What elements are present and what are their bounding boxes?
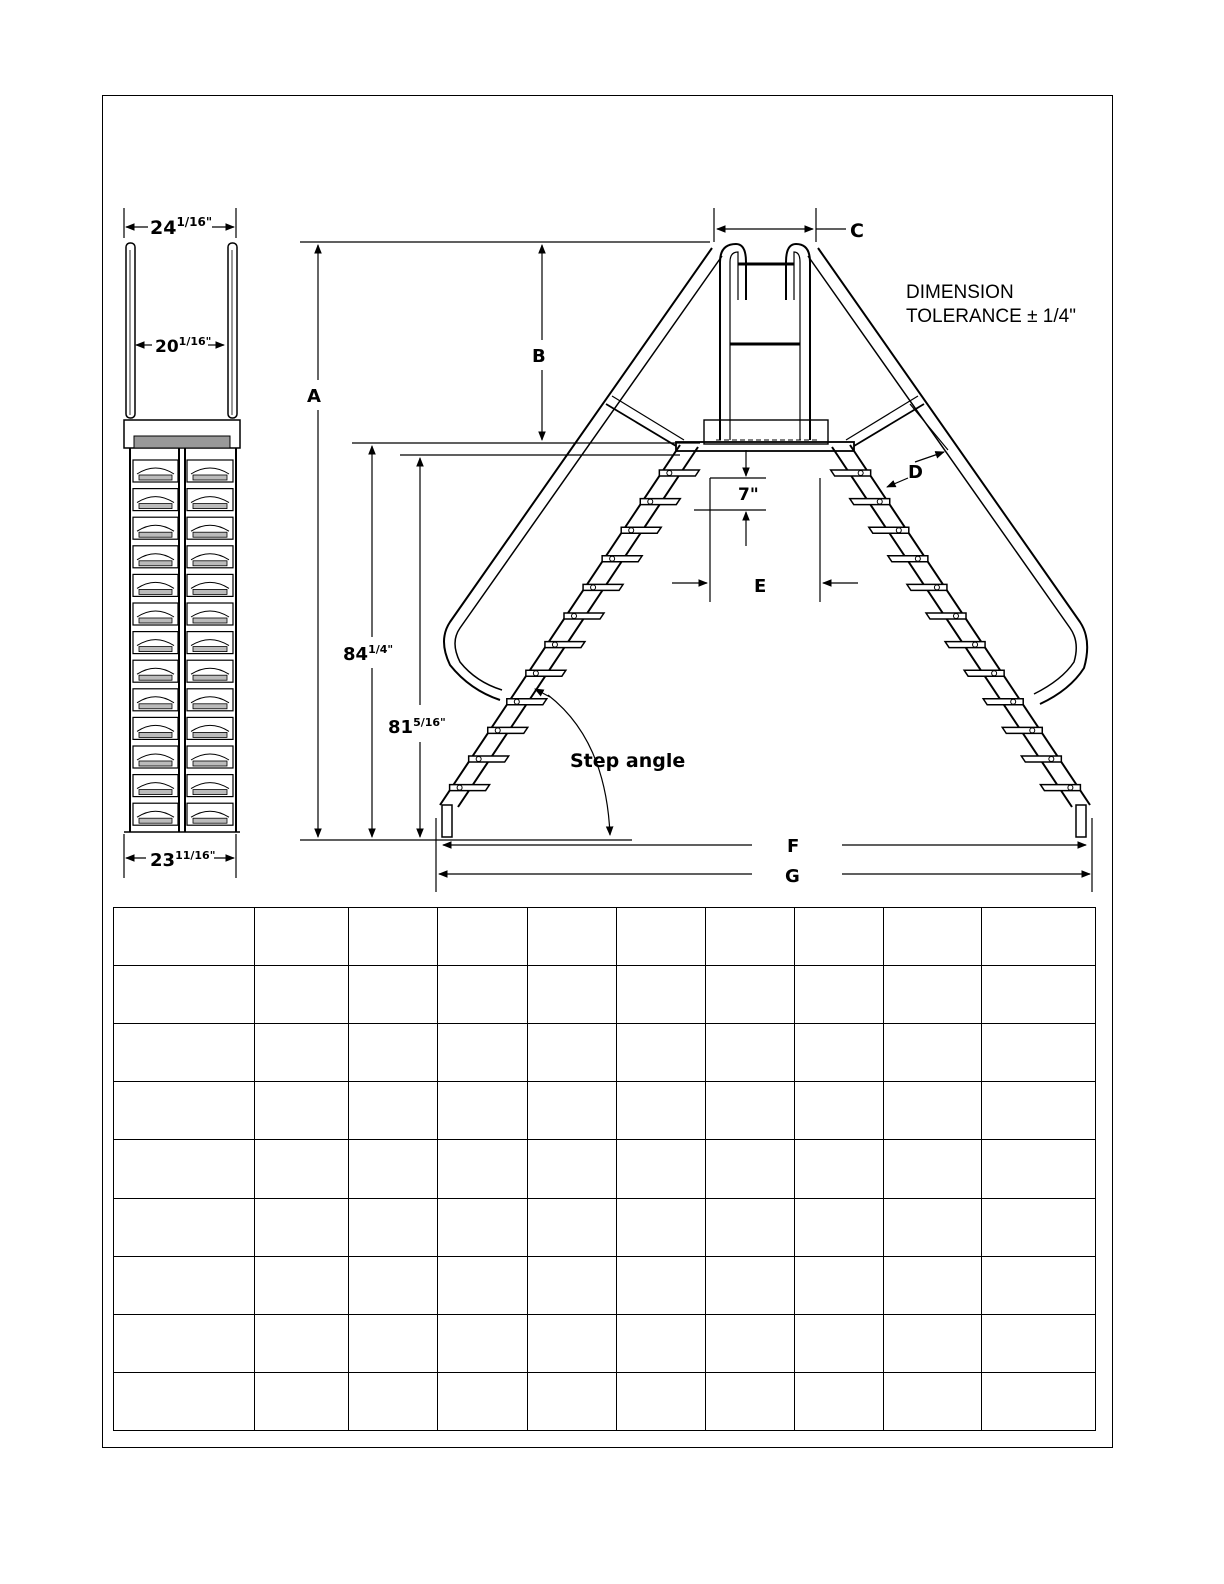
step-tread — [133, 746, 178, 768]
step-tread — [545, 642, 585, 648]
side-view-steps — [450, 470, 1081, 791]
table-cell — [438, 1198, 528, 1256]
table-cell — [528, 1082, 617, 1140]
table-row — [114, 1256, 1096, 1314]
table-cell — [795, 1140, 884, 1198]
table-cell — [617, 1256, 706, 1314]
step-tread — [869, 527, 909, 533]
table-cell — [438, 1256, 528, 1314]
table-cell — [114, 1082, 255, 1140]
table-cell — [617, 1372, 706, 1430]
table-cell — [114, 1024, 255, 1082]
table-cell — [255, 1256, 349, 1314]
step-tread — [450, 785, 490, 791]
table-cell — [706, 908, 795, 966]
table-cell — [349, 1082, 438, 1140]
step-tread — [926, 613, 966, 619]
table-cell — [884, 1372, 982, 1430]
step-tread — [187, 489, 233, 511]
table-cell — [795, 1082, 884, 1140]
table-cell — [982, 1372, 1096, 1430]
step-tread — [964, 670, 1004, 676]
table-cell — [349, 1198, 438, 1256]
table-cell — [255, 908, 349, 966]
step-tread — [621, 527, 661, 533]
step-tread — [133, 546, 178, 568]
table-cell — [706, 1256, 795, 1314]
step-tread — [1040, 785, 1080, 791]
table-cell — [528, 908, 617, 966]
table-cell — [349, 1256, 438, 1314]
table-row — [114, 1372, 1096, 1430]
table-cell — [438, 908, 528, 966]
dimension-g-label: G — [785, 866, 800, 887]
table-cell — [438, 966, 528, 1024]
table-cell — [795, 966, 884, 1024]
table-cell — [255, 966, 349, 1024]
table-cell — [438, 1082, 528, 1140]
step-tread — [488, 727, 528, 733]
table-cell — [982, 1314, 1096, 1372]
step-tread — [133, 803, 178, 825]
dimension-e-label: E — [754, 576, 767, 597]
step-height-label: $81^{5/16"}$ — [388, 716, 446, 738]
step-tread — [526, 670, 566, 676]
table-cell — [438, 1372, 528, 1430]
table-cell — [982, 1024, 1096, 1082]
step-tread — [907, 584, 947, 590]
table-cell — [982, 1256, 1096, 1314]
table-cell — [617, 1140, 706, 1198]
table-cell — [706, 1082, 795, 1140]
table-cell — [617, 966, 706, 1024]
tolerance-note-line1: DIMENSION — [906, 282, 1014, 303]
step-tread — [133, 660, 178, 682]
step-tread — [187, 775, 233, 797]
table-cell — [982, 1140, 1096, 1198]
table-cell — [884, 1314, 982, 1372]
table-cell — [884, 966, 982, 1024]
table-cell — [982, 966, 1096, 1024]
table-cell — [255, 1024, 349, 1082]
step-tread — [133, 632, 178, 654]
step-tread — [583, 584, 623, 590]
table-cell — [982, 1082, 1096, 1140]
table-cell — [528, 1256, 617, 1314]
table-cell — [706, 1314, 795, 1372]
inner-width-label: $20^{1/16"}$ — [155, 335, 212, 357]
tolerance-note-line2: TOLERANCE ± 1/4" — [906, 306, 1076, 327]
step-tread — [831, 470, 871, 476]
table-cell — [617, 1198, 706, 1256]
table-cell — [795, 1256, 884, 1314]
table-cell — [884, 1024, 982, 1082]
table-cell — [706, 1198, 795, 1256]
table-cell — [982, 1198, 1096, 1256]
table-cell — [706, 1140, 795, 1198]
step-tread — [187, 574, 233, 596]
step-tread — [1002, 727, 1042, 733]
table-cell — [617, 1314, 706, 1372]
step-tread — [187, 689, 233, 711]
step-tread — [187, 460, 233, 482]
table-cell — [114, 1140, 255, 1198]
dimension-d-label: D — [908, 462, 923, 483]
step-tread — [659, 470, 699, 476]
table-cell — [982, 908, 1096, 966]
step-tread — [640, 499, 680, 505]
step-tread — [187, 717, 233, 739]
step-tread — [133, 717, 178, 739]
step-tread — [187, 603, 233, 625]
dimension-f-label: F — [787, 836, 800, 857]
table-row — [114, 1140, 1096, 1198]
step-tread — [133, 517, 178, 539]
table-cell — [528, 1198, 617, 1256]
table-cell — [884, 1082, 982, 1140]
table-cell — [617, 1024, 706, 1082]
table-cell — [255, 1198, 349, 1256]
step-tread — [187, 546, 233, 568]
step-tread — [507, 699, 547, 705]
table-cell — [114, 1314, 255, 1372]
table-cell — [884, 908, 982, 966]
rise-label: 7" — [738, 485, 759, 505]
step-tread — [187, 746, 233, 768]
step-tread — [564, 613, 604, 619]
step-tread — [187, 517, 233, 539]
table-cell — [528, 1314, 617, 1372]
table-cell — [617, 1082, 706, 1140]
step-tread — [469, 756, 509, 762]
base-width-label: $23^{11/16"}$ — [150, 849, 216, 871]
table-row — [114, 1082, 1096, 1140]
specification-table — [113, 907, 1096, 1431]
dimension-a-label: A — [307, 386, 321, 407]
table-cell — [795, 908, 884, 966]
table-cell — [349, 1140, 438, 1198]
table-cell — [884, 1198, 982, 1256]
step-tread — [133, 689, 178, 711]
step-tread — [187, 660, 233, 682]
step-tread — [133, 603, 178, 625]
table-cell — [795, 1314, 884, 1372]
table-cell — [528, 1024, 617, 1082]
table-cell — [255, 1314, 349, 1372]
table-row — [114, 908, 1096, 966]
front-view-steps — [133, 460, 233, 825]
table-cell — [349, 1372, 438, 1430]
table-cell — [528, 966, 617, 1024]
table-cell — [114, 1256, 255, 1314]
step-angle-label: Step angle — [570, 750, 686, 772]
table-cell — [884, 1140, 982, 1198]
table-cell — [255, 1082, 349, 1140]
step-tread — [133, 574, 178, 596]
table-cell — [349, 1024, 438, 1082]
step-tread — [133, 489, 178, 511]
table-cell — [114, 966, 255, 1024]
step-tread — [133, 775, 178, 797]
top-width-label: $24^{1/16"}$ — [150, 215, 213, 239]
table-cell — [255, 1372, 349, 1430]
table-cell — [114, 1198, 255, 1256]
table-cell — [114, 908, 255, 966]
table-cell — [255, 1140, 349, 1198]
table-cell — [438, 1140, 528, 1198]
step-tread — [1021, 756, 1061, 762]
table-cell — [706, 1372, 795, 1430]
table-cell — [706, 966, 795, 1024]
dimension-b-label: B — [532, 346, 546, 367]
platform-height-label: $84^{1/4"}$ — [343, 643, 394, 665]
step-tread — [187, 632, 233, 654]
table-cell — [349, 966, 438, 1024]
step-tread — [187, 803, 233, 825]
step-tread — [602, 556, 642, 562]
step-tread — [133, 460, 178, 482]
table-cell — [528, 1372, 617, 1430]
table-cell — [706, 1024, 795, 1082]
table-cell — [349, 1314, 438, 1372]
table-cell — [795, 1198, 884, 1256]
table-cell — [438, 1024, 528, 1082]
table-cell — [884, 1256, 982, 1314]
step-tread — [983, 699, 1023, 705]
table-cell — [528, 1140, 617, 1198]
table-cell — [438, 1314, 528, 1372]
step-tread — [888, 556, 928, 562]
table-row — [114, 1198, 1096, 1256]
step-tread — [945, 642, 985, 648]
table-row — [114, 1314, 1096, 1372]
table-cell — [617, 908, 706, 966]
table-cell — [795, 1024, 884, 1082]
dimension-c-label: C — [850, 220, 864, 242]
table-cell — [114, 1372, 255, 1430]
table-cell — [795, 1372, 884, 1430]
table-row — [114, 966, 1096, 1024]
table-cell — [349, 908, 438, 966]
step-tread — [850, 499, 890, 505]
table-row — [114, 1024, 1096, 1082]
